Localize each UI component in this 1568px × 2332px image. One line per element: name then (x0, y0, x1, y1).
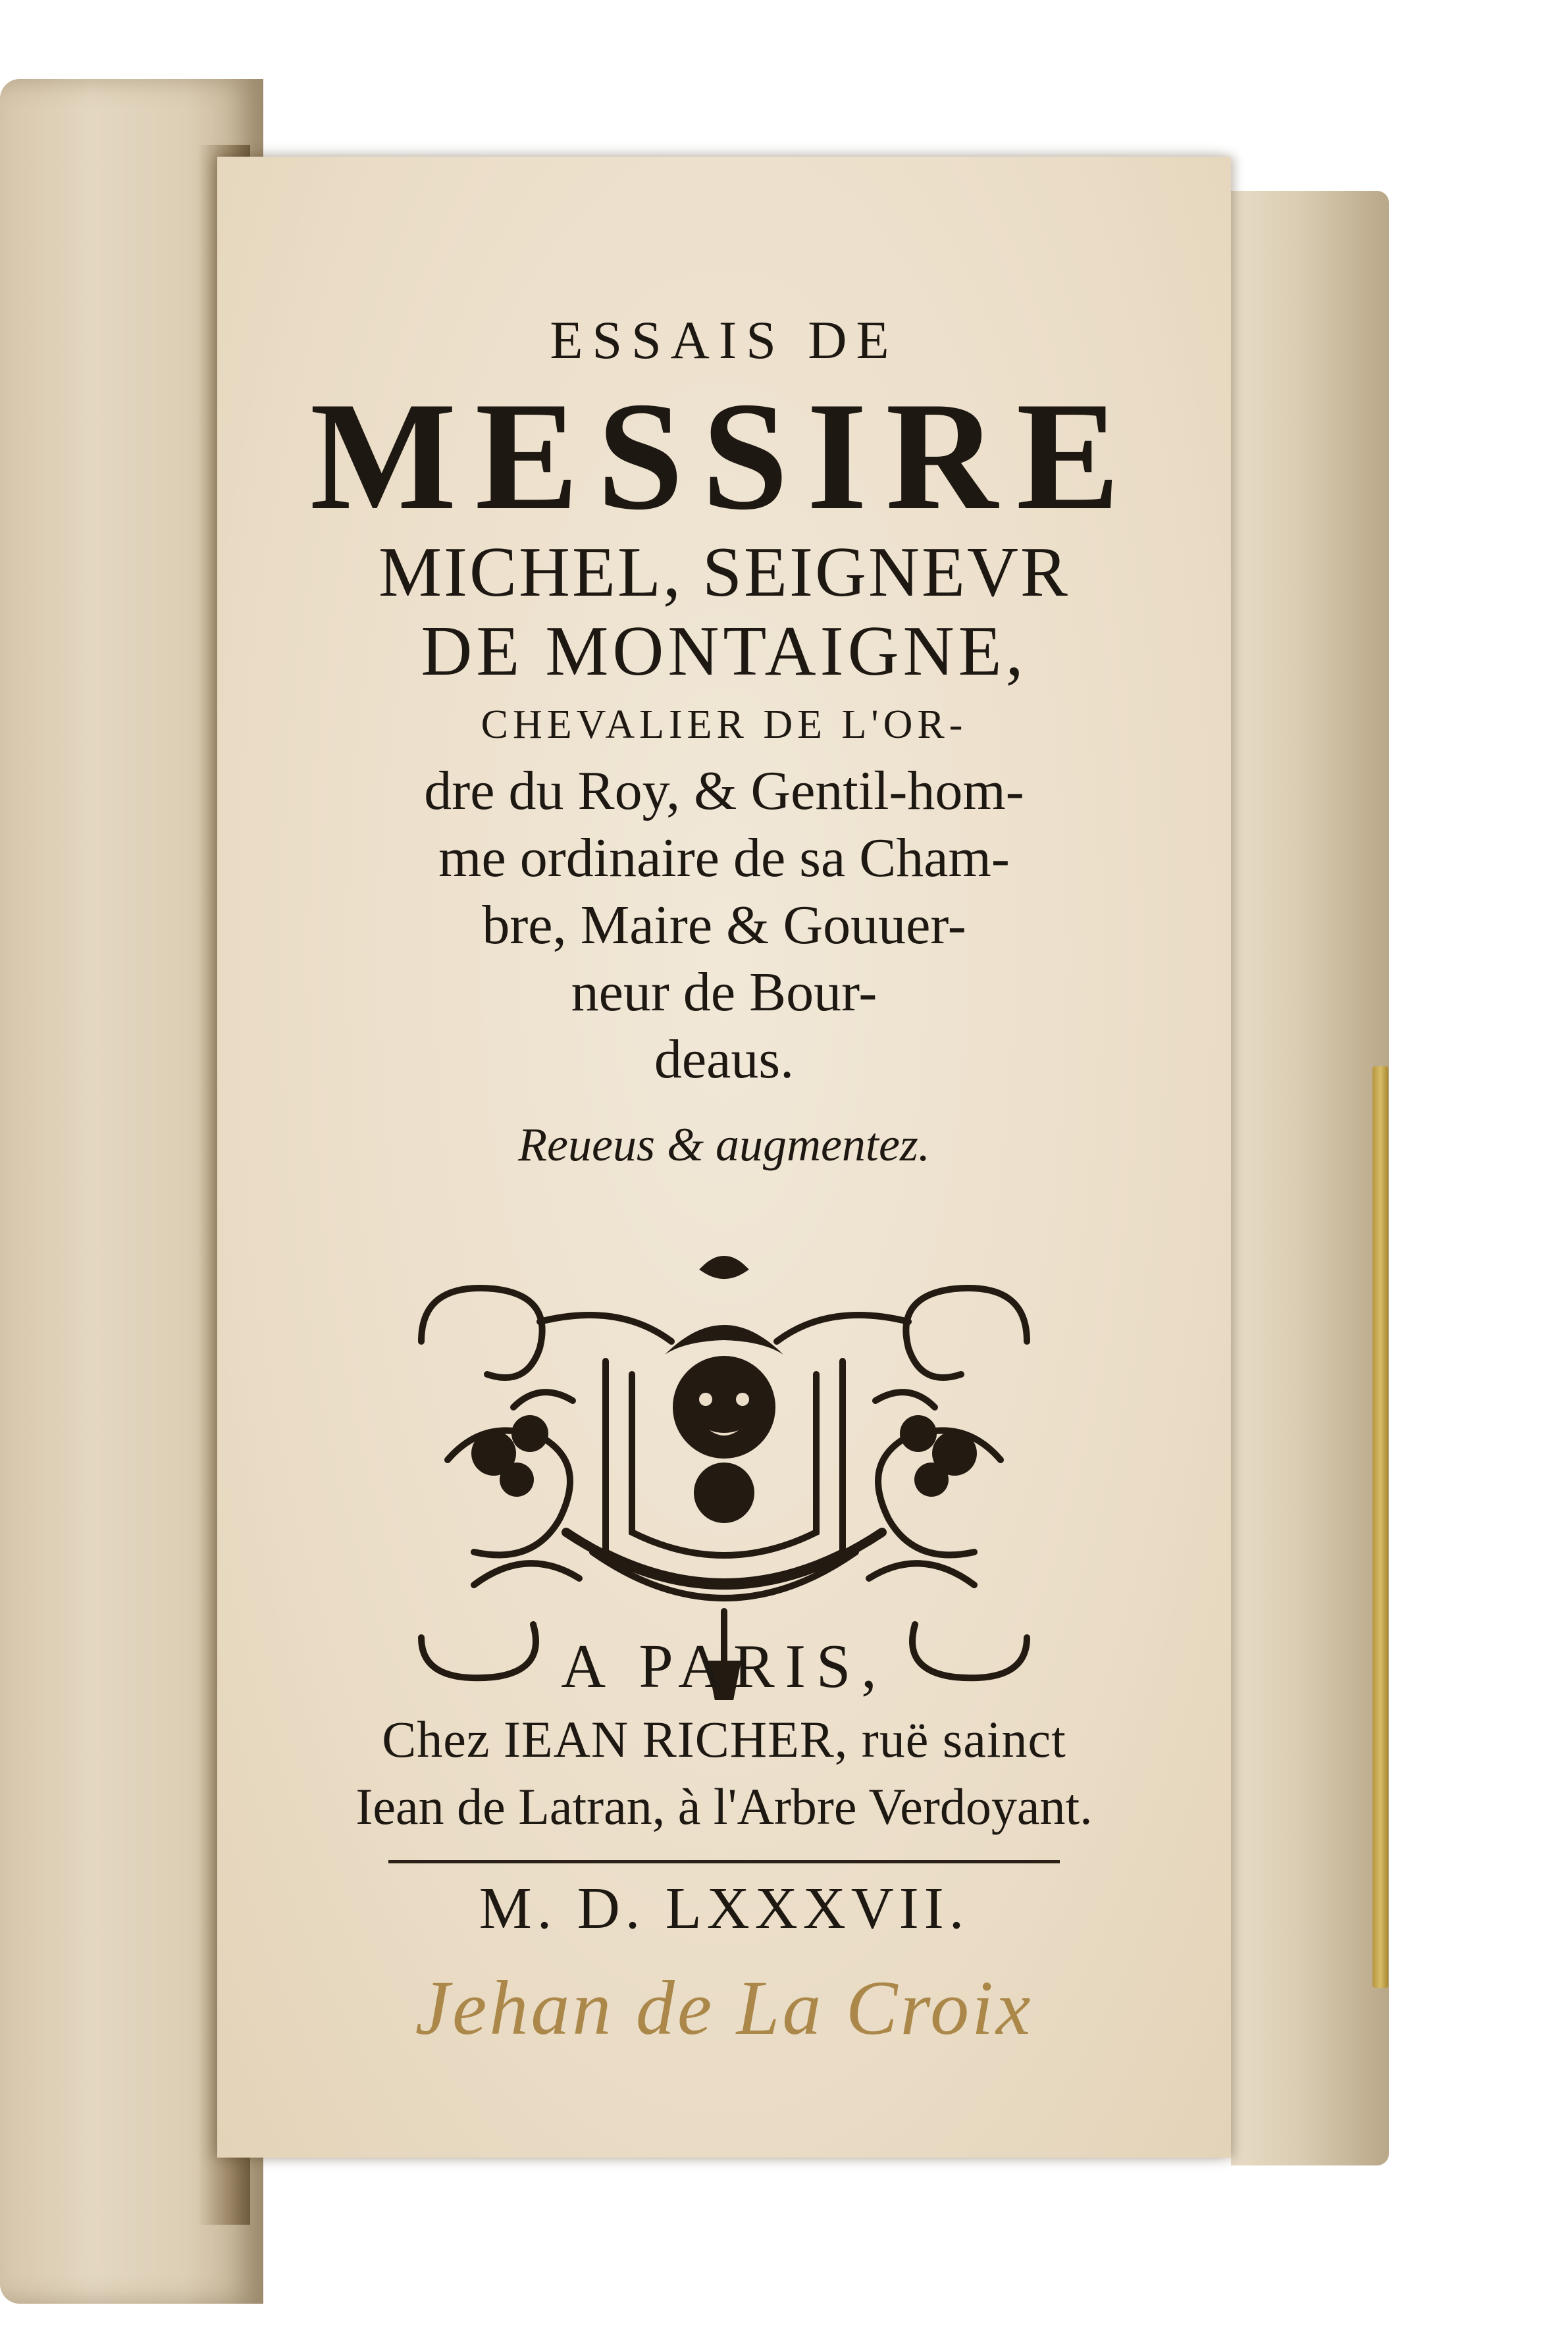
imprint-publisher-line-2: Iean de Latran, à l'Arbre Verdoyant. (355, 1778, 1093, 1835)
title-line-2: MESSIRE (309, 371, 1139, 542)
title-line-3: MICHEL, SEIGNEVR (379, 533, 1070, 611)
title-line-9: neur de Bour- (571, 962, 877, 1023)
imprint-city: A PARIS, (561, 1632, 887, 1701)
title-line-10: deaus. (654, 1029, 795, 1090)
imprint-date: M. D. LXXXVII. (479, 1876, 970, 1941)
title-page (217, 157, 1231, 2158)
title-line-8: bre, Maire & Gouuer- (482, 894, 966, 956)
title-line-5: CHEVALIER DE L'OR- (481, 702, 968, 747)
text-block-pages (1231, 191, 1389, 2165)
title-line-6: dre du Roy, & Gentil-hom- (424, 760, 1024, 821)
title-line-1: ESSAIS DE (550, 310, 899, 370)
title-line-4: DE MONTAIGNE, (421, 612, 1028, 690)
imprint-publisher-line-1: Chez IEAN RICHER, ruë sainct (382, 1711, 1066, 1768)
title-line-7: me ordinaire de sa Cham- (438, 827, 1010, 889)
imprint-rule (388, 1860, 1060, 1863)
owner-signature: Jehan de La Croix (415, 1965, 1033, 2051)
ribbon-bookmark (1372, 1066, 1388, 1988)
edition-statement: Reueus & augmentez. (518, 1118, 930, 1171)
